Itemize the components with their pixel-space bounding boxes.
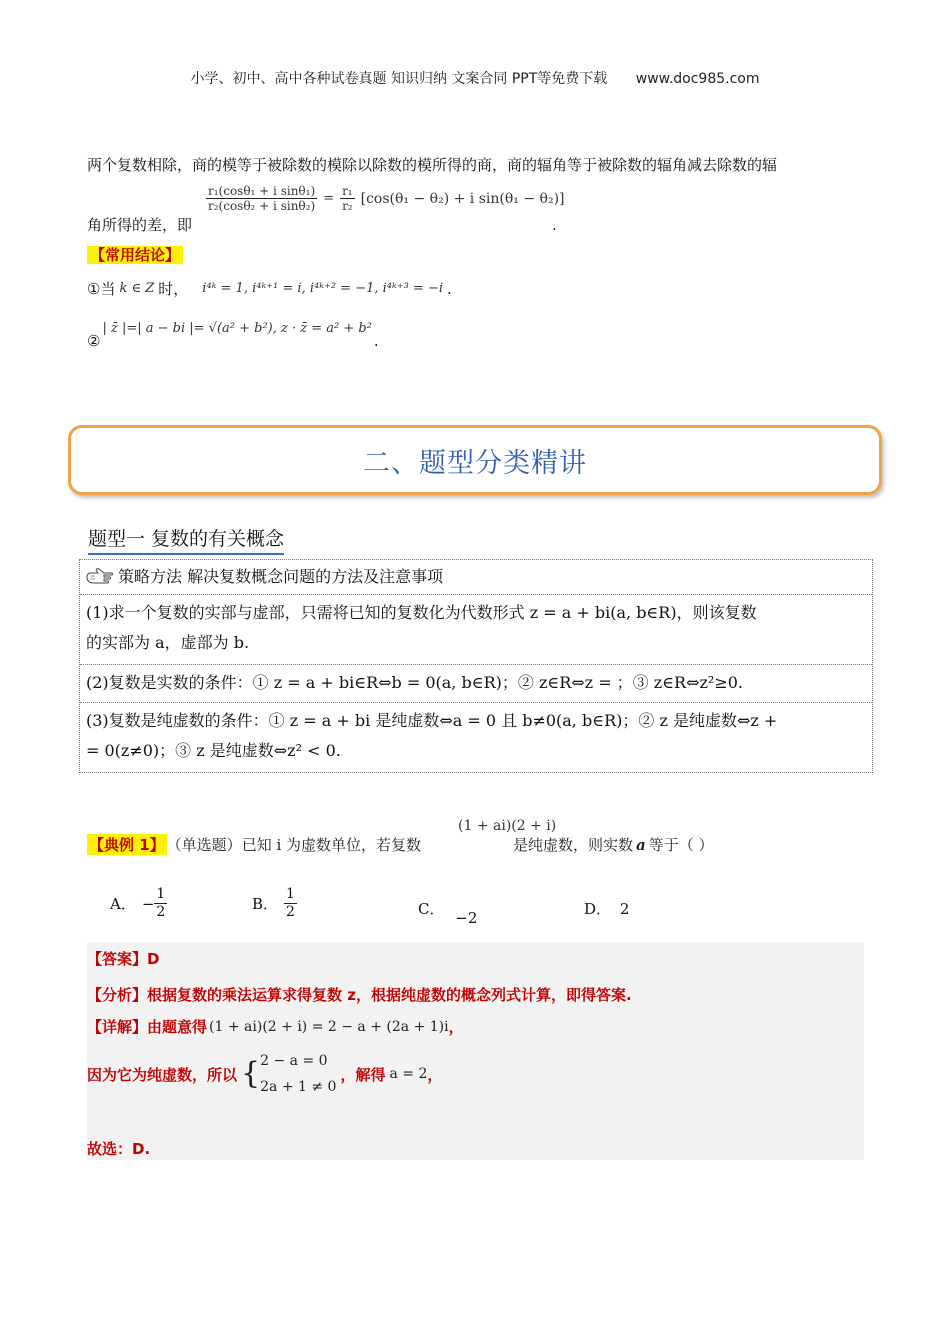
ratio-fraction: $\frac{\text{r₁}}{\text{r₂}}$ [342,184,353,213]
intro-line-2: 角所得的差，即 [87,216,193,234]
option-a[interactable]: A． − $\frac{1}{2}$ [110,886,166,920]
strategy-row-2: (2)复数是实数的条件：① z = a + bi∈R⇔b = 0(a, b∈R)；② z∈R⇔z = ；③ z∈R⇔z²≥0. [80,664,872,703]
detail-line: 【详解】 由题意得 (1 + ai)(2 + i) = 2 − a + (2a + 1)i ， [87,1018,464,1036]
section-banner [68,425,882,495]
hand-pointing-icon [86,568,114,586]
intro-period: . [552,216,557,234]
conclusion-item-2: ② | z̄ |=| a − bi |= √(a² + b²), z · z̄ = a² + b² . [87,321,379,350]
header-text: 小学、初中、高中各种试卷真题 知识归纳 文案合同 PPT等免费下载 [190,71,608,87]
example-expression: (1 + ai)(2 + i) [458,818,557,834]
header-url[interactable]: www.doc985.com [635,71,760,87]
example-question: 【典例 1】 （单选题） 已知 i 为虚数单位，若复数 是纯虚数，则实数 a 等于（ ） [89,835,714,854]
section-title: 二、题型分类精讲 [363,447,587,479]
analysis-line: 【分析】根据复数的乘法运算求得复数 z，根据纯虚数的概念列式计算，即得答案. [87,986,632,1004]
division-formula: $\frac{\text{r₁(cosθ₁ + i sinθ₁)}}{\text{r₂(cosθ₂ + i sinθ₂)}}$ = $\frac{\text{r₁}}{\text{r₂}}$ [cos(θ₁ − θ₂) + i sin(θ₁ − θ₂)] [208,184,565,213]
answer-line: 【答案】D [87,950,160,968]
option-d[interactable]: D． 2 [584,900,630,918]
formula-fraction: $\frac{\text{r₁(cosθ₁ + i sinθ₁)}}{\text{r₂(cosθ₂ + i sinθ₂)}}$ [208,184,316,213]
option-c[interactable]: C． −2 [418,900,478,927]
equation-system: { 2 − a = 0 2a + 1 ≠ 0 [241,1053,337,1095]
option-b[interactable]: B． $\frac{1}{2}$ [252,886,295,920]
conclusion-item-1: ①当 k ∈ Z 时， i⁴ᵏ = 1, i⁴ᵏ⁺¹ = i, i⁴ᵏ⁺² = −1, i⁴ᵏ⁺³ = −i . [87,280,452,298]
type-title: 题型一 复数的有关概念 [88,524,284,555]
strategy-row-1: (1)求一个复数的实部与虚部，只需将已知的复数化为代数形式 z = a + bi(a, b∈R)，则该复数 的实部为 a，虚部为 b. [80,594,872,665]
strategy-header-row [80,560,872,595]
intro-line-1: 两个复数相除，商的模等于被除数的模除以除数的模所得的商，商的辐角等于被除数的辐角减去除数的辐 [87,156,778,174]
conclusion-tag: 【常用结论】 [87,244,183,265]
strategy-header: 策略方法 解决复数概念问题的方法及注意事项 [118,567,444,586]
strategy-row-3: (3)复数是纯虚数的条件：① z = a + bi 是纯虚数⇔a = 0 且 b≠0(a, b∈R)；② z 是纯虚数⇔z + = 0(z≠0)；③ z 是纯虚数⇔z² < 0. [86,711,778,760]
final-line: 故选：D. [87,1140,151,1158]
answer-box [87,942,864,1160]
strategy-box [79,559,873,773]
page-header [0,68,950,88]
because-line: 因为它为纯虚数，所以 { 2 − a = 0 2a + 1 ≠ 0 ，解得 a = 2 ， [87,1048,442,1100]
